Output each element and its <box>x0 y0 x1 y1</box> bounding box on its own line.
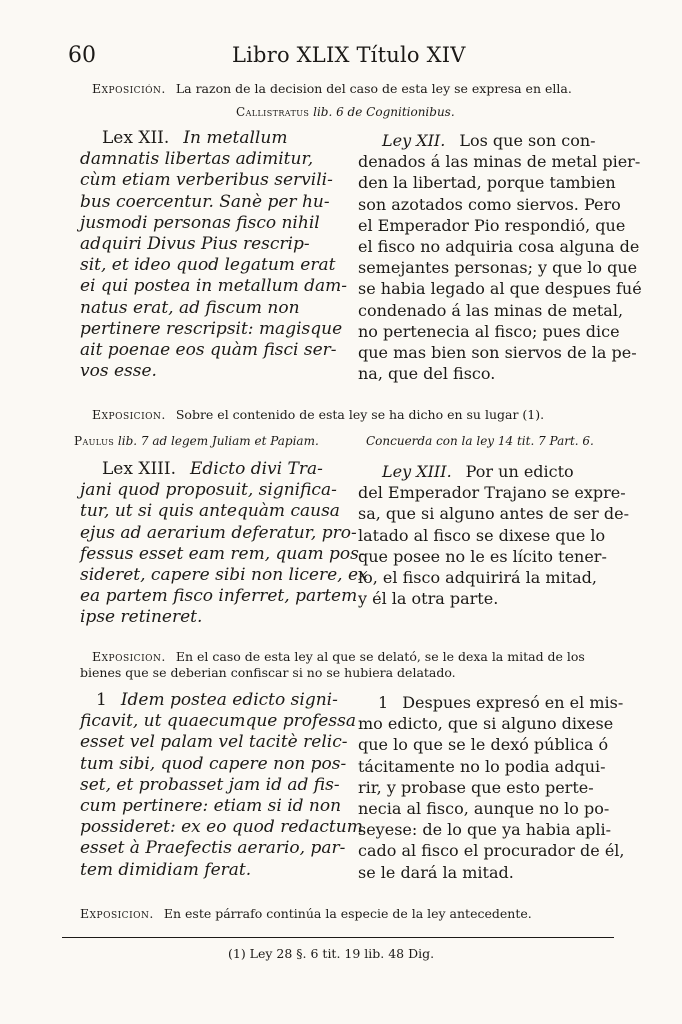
exposition-label: Exposicion. <box>80 906 154 921</box>
text-line: jani quod proposuit, significa- <box>80 480 337 501</box>
text-line: sit, et ideo quod legatum erat <box>80 255 336 276</box>
text-line: ei qui postea in metallum dam- <box>80 276 348 297</box>
text-line: rir, y probase que esto perte- <box>358 777 594 797</box>
text-line: esset à Praefectis aerario, par- <box>80 838 346 859</box>
text-line: cado al fisco el procurador de él, <box>358 841 625 861</box>
lex-13-spanish-first: Por un edicto <box>465 462 574 481</box>
source-author: Callistratus <box>236 105 310 119</box>
lex-13-spanish-head: Ley XIII. <box>382 462 452 481</box>
text-line: ficavit, ut quaecumque professa <box>80 711 356 732</box>
running-title: Libro XLIX Título XIV <box>232 43 466 67</box>
lex-12-spanish-head: Ley XII. <box>382 131 446 150</box>
source-citation-1 <box>236 105 455 119</box>
exposition-text: La razon de la decision del caso de esta ley se expresa en ella. <box>175 81 572 96</box>
text-line: semejantes personas; y que lo que <box>358 258 638 278</box>
text-line: na, que del fisco. <box>358 364 496 384</box>
text-line: tem dimidiam ferat. <box>80 859 252 880</box>
lex-12-latin-first: In metallum <box>183 128 288 148</box>
text-line: que mas bien son siervos de la pe- <box>358 343 637 363</box>
lex-12-spanish-first: Los que son con- <box>459 131 596 150</box>
text-line: tur, ut si quis antequàm causa <box>80 501 340 522</box>
paragraph-1-latin <box>80 690 363 881</box>
text-line: mo edicto, que si alguno dixese <box>358 714 614 734</box>
source-citation-2 <box>74 434 319 448</box>
text-line: no pertenecia al fisco; pues dice <box>358 321 620 341</box>
text-line: esset vel palam vel tacitè relic- <box>80 732 348 753</box>
text-line: sideret, capere sibi non licere, ex <box>80 565 368 586</box>
paragraph-1-spanish-body <box>358 713 626 883</box>
lex-13-latin-body <box>80 480 368 628</box>
source-ref: lib. 7 ad legem Juliam et Papiam. <box>117 434 319 448</box>
text-line: fessus esset eam rem, quam pos- <box>80 543 365 564</box>
text-line: jusmodi personas fisco nihil <box>80 212 320 233</box>
paragraph-1-latin-first: Idem postea edicto signi- <box>120 690 338 710</box>
paragraph-1-spanish-first: Despues expresó en el mis- <box>402 693 624 712</box>
exposition-label: Exposición. <box>92 81 166 96</box>
text-line: ejus ad aerarium deferatur, pro- <box>80 522 357 543</box>
paragraph-1-latin-body <box>80 711 363 881</box>
text-line: se le dará la mitad. <box>358 862 514 882</box>
text-line: sa, que si alguno antes de ser de- <box>358 504 630 524</box>
text-line: cùm etiam verberibus servili- <box>80 170 333 191</box>
exposition-text: Sobre el contenido de esta ley se ha dicho en su lugar (1). <box>175 407 545 422</box>
paragraph-1-spanish <box>358 692 626 883</box>
lex-13-latin-head: Lex XIII. <box>102 459 176 479</box>
text-line: damnatis libertas adimitur, <box>80 149 314 170</box>
text-line: possideret: ex eo quod redactum <box>80 817 363 838</box>
lex-12-latin-head: Lex XII. <box>102 128 170 148</box>
text-line: y él la otra parte. <box>358 589 499 609</box>
text-line: set, et probasset jam id ad fis- <box>80 774 340 795</box>
text-line: tum sibi, quod capere non pos- <box>80 753 347 774</box>
text-line: cum pertinere: etiam si id non <box>80 796 342 817</box>
lex-13-latin <box>80 459 368 629</box>
exposition-1 <box>92 80 572 98</box>
source-ref: lib. 6 de Cognitionibus. <box>313 105 455 119</box>
exposition-2 <box>92 406 544 424</box>
lex-12-spanish-body <box>358 151 642 384</box>
text-line: necia al fisco, aunque no lo po- <box>358 799 610 819</box>
lex-12-latin-body <box>80 149 348 382</box>
lex-13-latin-first: Edicto divi Tra- <box>190 459 323 479</box>
text-line: ea partem fisco inferret, partem <box>80 586 358 607</box>
text-line: ait poenae eos quàm fisci ser- <box>80 340 337 361</box>
exposition-label: Exposicion. <box>92 407 166 422</box>
lex-13-spanish-body <box>358 482 630 609</box>
exposition-label: Exposicion. <box>92 649 166 664</box>
text-line: denados á las minas de metal pier- <box>358 152 641 172</box>
lex-12-latin <box>80 128 348 382</box>
text-line: lo, el fisco adquirirá la mitad, <box>358 568 597 588</box>
text-line: del Emperador Trajano se expre- <box>358 483 626 503</box>
text-line: bus coercentur. Sanè per hu- <box>80 191 330 212</box>
text-line: latado al fisco se dixese que lo <box>358 525 606 545</box>
text-line: pertinere rescripsit: magisque <box>80 318 343 339</box>
text-line: den la libertad, porque tambien <box>358 173 616 193</box>
exposition-text: En este párrafo continúa la especie de la ley antecedente. <box>163 906 532 921</box>
lex-13-spanish <box>358 461 630 609</box>
exposition-4 <box>80 905 532 923</box>
text-line: el fisco no adquiria cosa alguna de <box>358 237 640 257</box>
text-line: natus erat, ad fiscum non <box>80 297 300 318</box>
lex-12-spanish <box>358 130 642 384</box>
source-author: Paulus <box>74 434 115 448</box>
text-line: seyese: de lo que ya habia apli- <box>358 820 611 840</box>
text-line: ipse retineret. <box>80 607 203 628</box>
paragraph-number: 1 <box>378 693 389 712</box>
footnote-rule <box>62 937 614 938</box>
text-line: tácitamente no lo podia adqui- <box>358 756 606 776</box>
exposition-3-continued: bienes que se deberian confiscar si no se hubiera delatado. <box>80 665 456 680</box>
text-line: adquiri Divus Pius rescrip- <box>80 234 310 255</box>
text-line: se habia legado al que despues fué <box>358 279 642 299</box>
paragraph-number: 1 <box>96 690 107 710</box>
page-number: 60 <box>68 43 96 68</box>
text-line: que posee no le es lícito tener- <box>358 546 607 566</box>
exposition-text: En el caso de esta ley al que se delató, se le dexa la mitad de los <box>175 649 585 664</box>
text-line: el Emperador Pio respondió, que <box>358 215 626 235</box>
footnote: (1) Ley 28 §. 6 tit. 19 lib. 48 Dig. <box>228 946 435 961</box>
text-line: condenado á las minas de metal, <box>358 300 624 320</box>
concordance-note: Concuerda con la ley 14 tit. 7 Part. 6. <box>366 434 594 448</box>
text-line: vos esse. <box>80 361 157 382</box>
text-line: son azotados como siervos. Pero <box>358 194 621 214</box>
text-line: que lo que se le dexó pública ó <box>358 735 609 755</box>
